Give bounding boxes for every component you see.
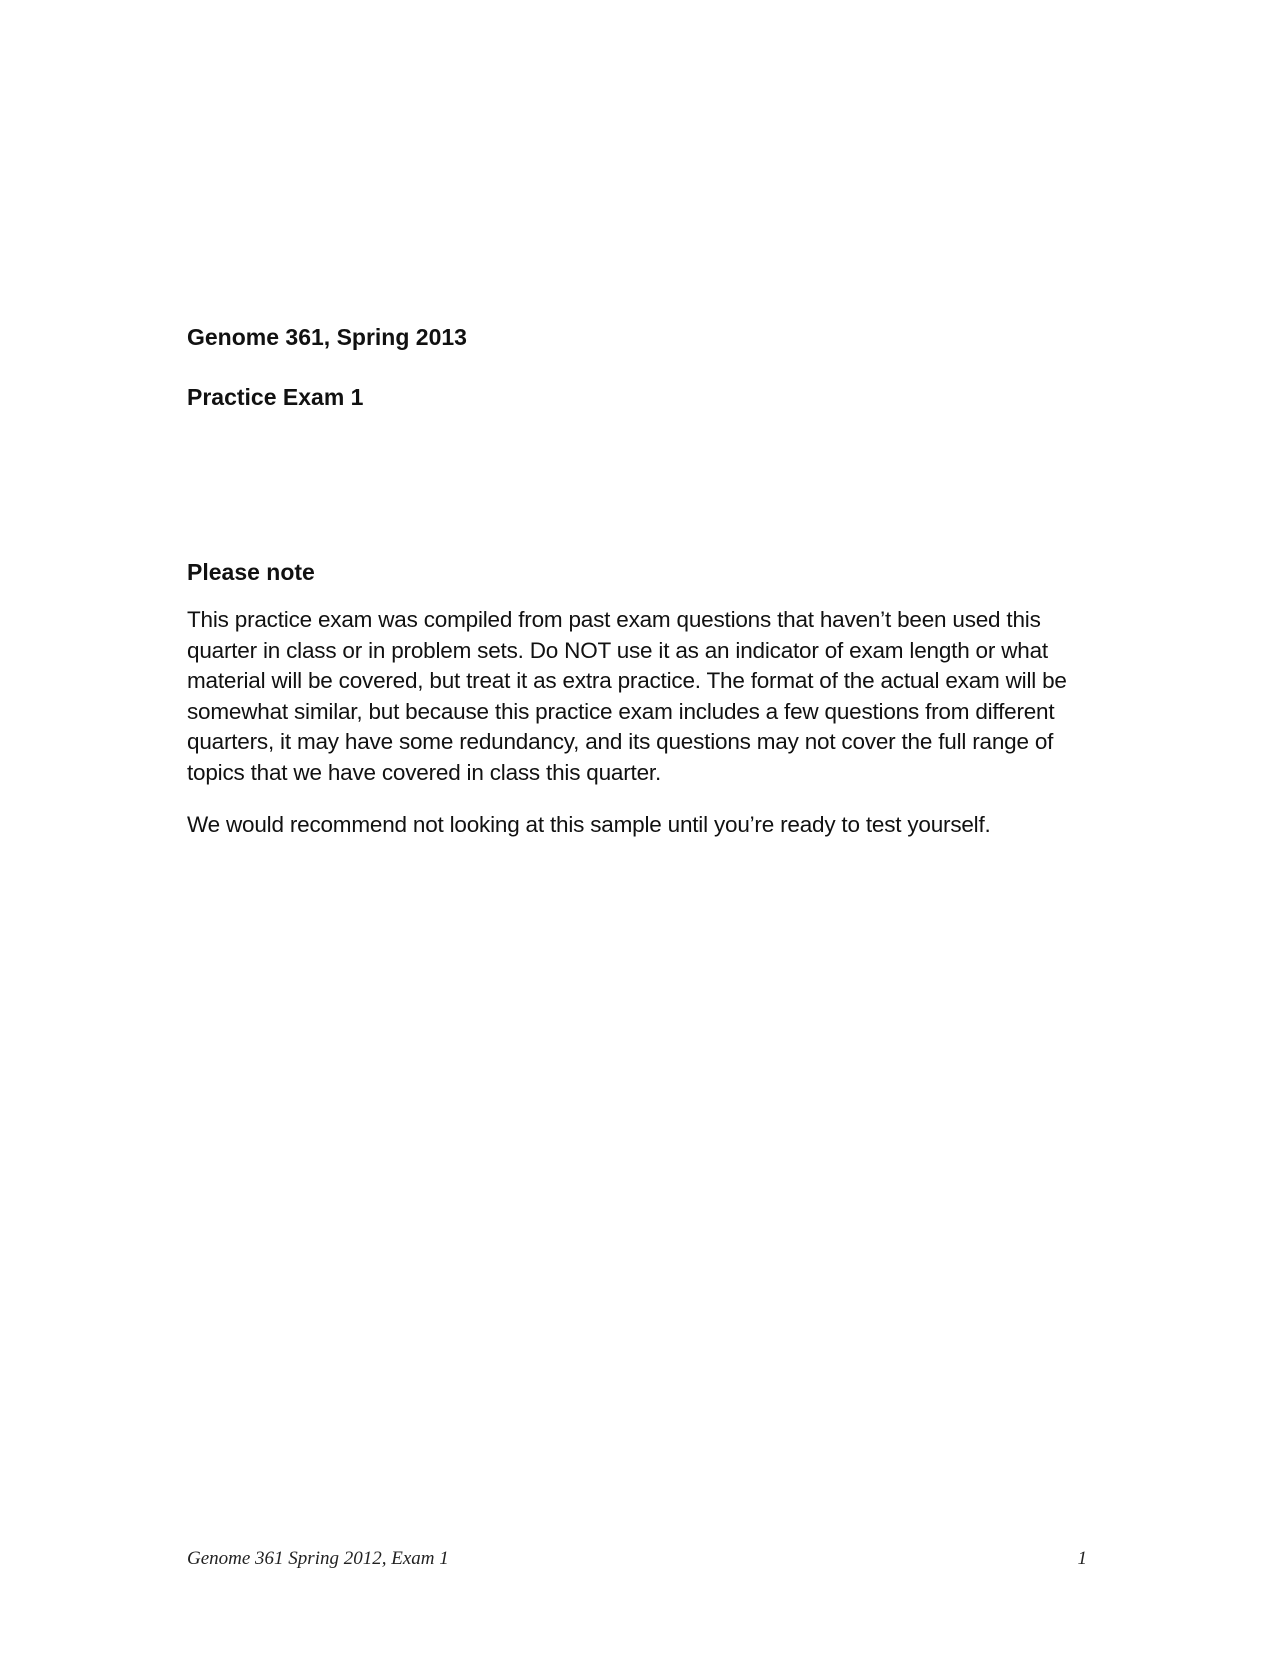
note-paragraph-2: We would recommend not looking at this sample until you’re ready to test yourself. [187,812,991,837]
page-footer [187,1548,1087,1574]
note-paragraph-1: This practice exam was compiled from past exam questions that haven’t been used this quarter in class or in problem sets. Do NOT use it as an indicator of exam length or what material will be covered, but treat it as extra practice. The format of the actual exam will be somewhat similar, but because this practice exam includes a few questions from different quarters, it may have some redundancy, and its questions may not cover the full range of topics that we have covered in class this quarter. [187,607,1067,785]
exam-title: Practice Exam 1 [187,384,364,410]
note-heading: Please note [187,559,315,585]
page-number: 1 [1077,1548,1087,1569]
footer-course-label: Genome 361 Spring 2012, Exam 1 [187,1548,449,1569]
page-content [187,322,1087,863]
course-title: Genome 361, Spring 2013 [187,324,467,350]
